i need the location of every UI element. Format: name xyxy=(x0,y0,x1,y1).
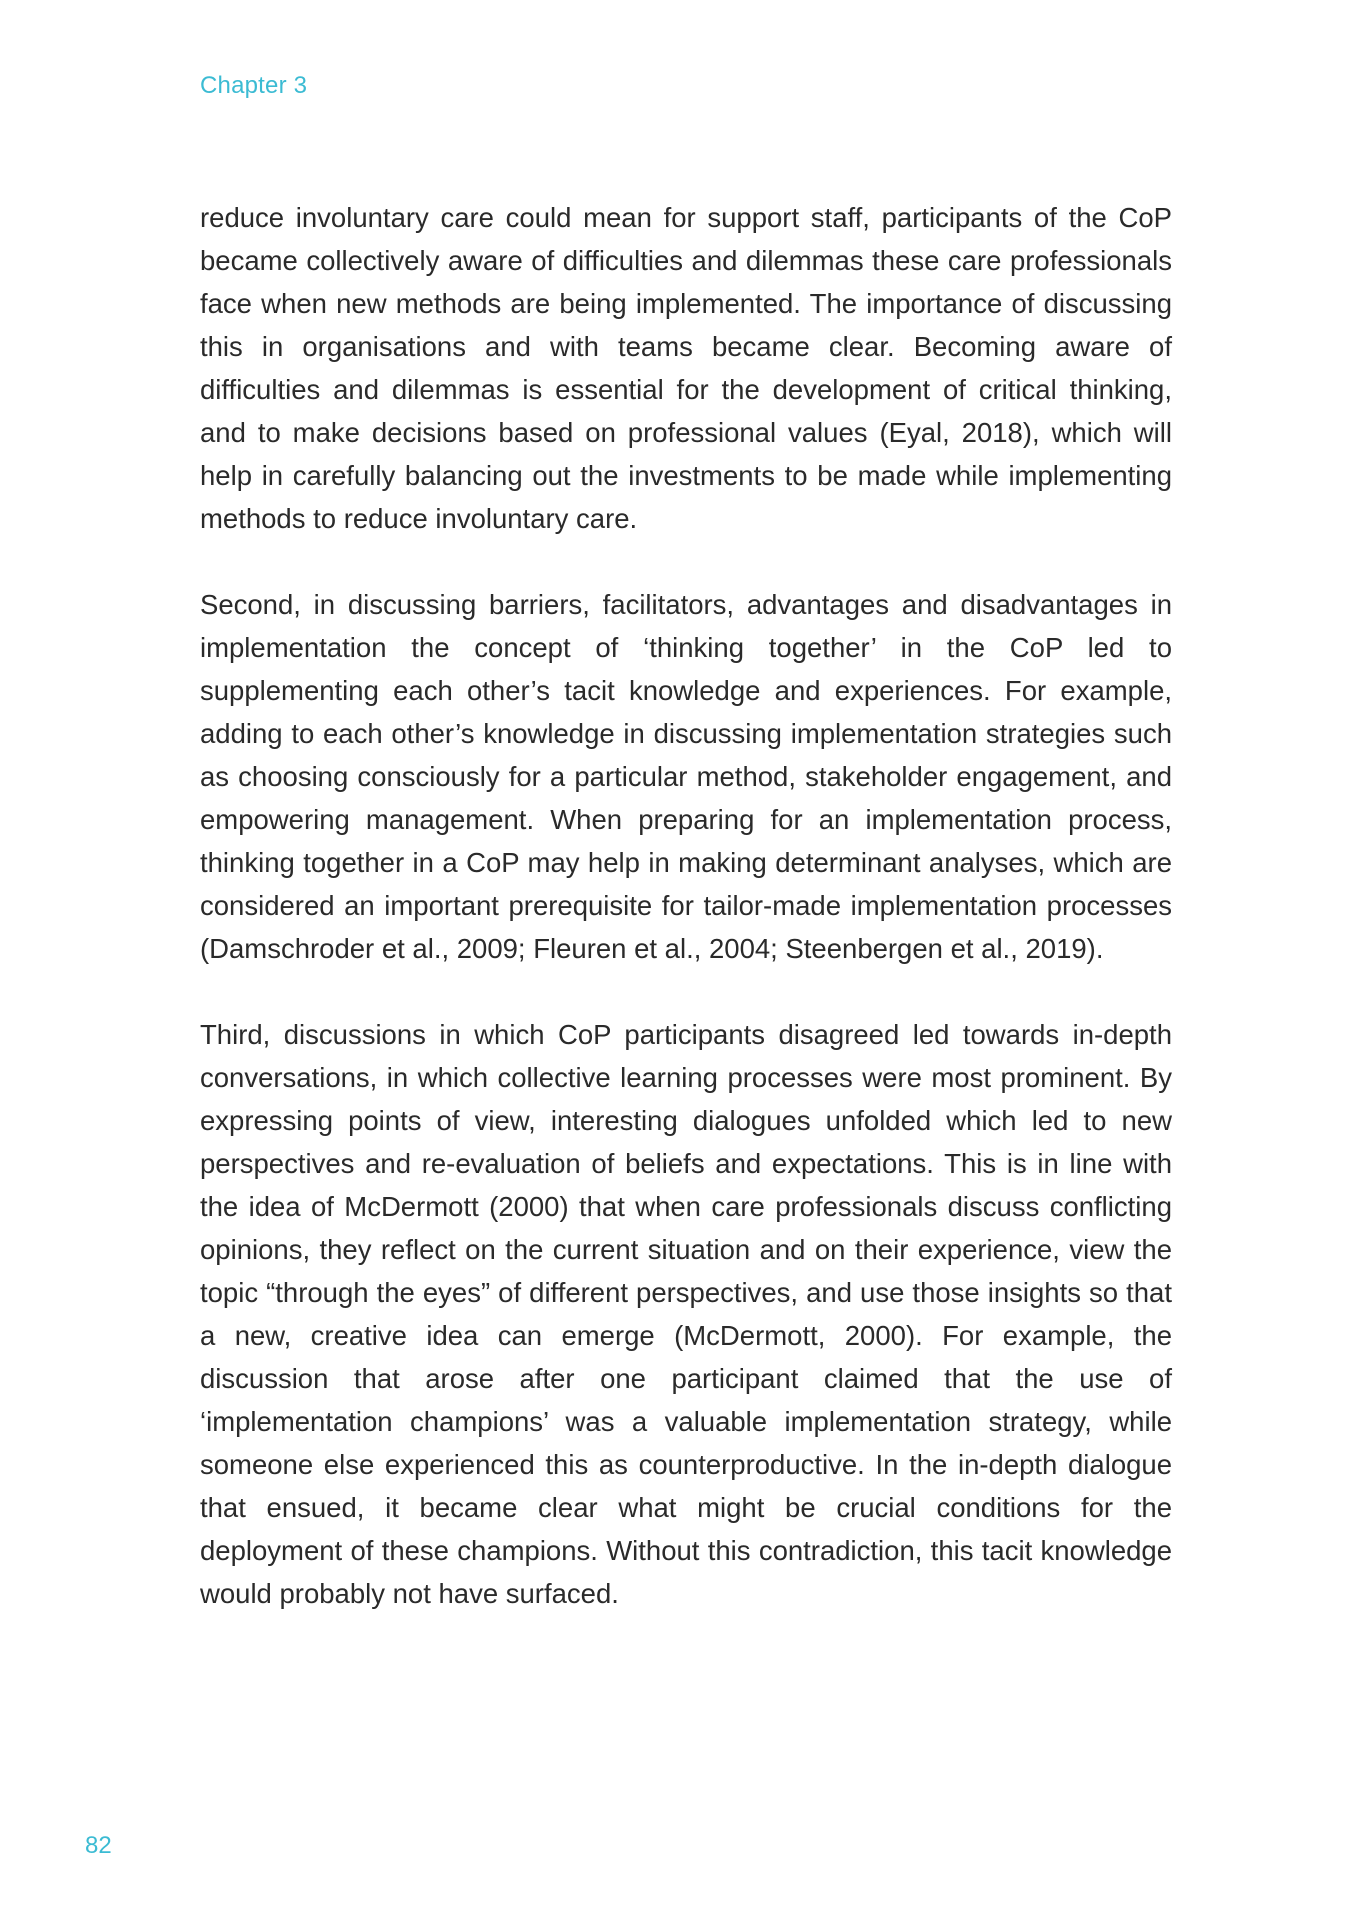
paragraph-3: Third, discussions in which CoP participants disagreed led towards in-depth conversations, in which collective learning processes were most prominent. By expressing points of view, interesting dialogues unfolded which led to new perspectives and re-evaluation of beliefs and expectations. This is in line with the idea of McDermott (2000) that when care professionals discuss conflicting opinions, they reflect on the current situation and on their experience, view the topic “through the eyes” of different perspectives, and use those insights so that a new, creative idea can emerge (McDermott, 2000). For example, the discussion that arose after one participant claimed that the use of ‘implementation champions’ was a valuable implementation strategy, while someone else experienced this as counterproductive. In the in-depth dialogue that ensued, it became clear what might be crucial conditions for the deployment of these champions. Without this contradiction, this tacit knowledge would probably not have surfaced. xyxy=(200,1019,1172,1609)
body-text xyxy=(200,196,1172,1658)
paragraph-2: Second, in discussing barriers, facilitators, advantages and disadvantages in implementation the concept of ‘thinking together’ in the CoP led to supplementing each other’s tacit knowledge and experiences. For example, adding to each other’s knowledge in discussing implementation strategies such as choosing consciously for a particular method, stakeholder engagement, and empowering management. When preparing for an implementation process, thinking together in a CoP may help in making determinant analyses, which are considered an important prerequisite for tailor-made implementation processes (Damschroder et al., 2009; Fleuren et al., 2004; Steenbergen et al., 2019). xyxy=(200,589,1172,964)
running-header-chapter: Chapter 3 xyxy=(200,72,308,99)
page-number: 82 xyxy=(85,1832,112,1859)
paragraph-1: reduce involuntary care could mean for support staff, participants of the CoP became collectively aware of difficulties and dilemmas these care professionals face when new methods are being implemented. The importance of discussing this in organisations and with teams became clear. Becoming aware of difficulties and dilemmas is essential for the development of critical thinking, and to make decisions based on professional values (Eyal, 2018), which will help in carefully balancing out the investments to be made while implementing methods to reduce involuntary care. xyxy=(200,202,1172,534)
